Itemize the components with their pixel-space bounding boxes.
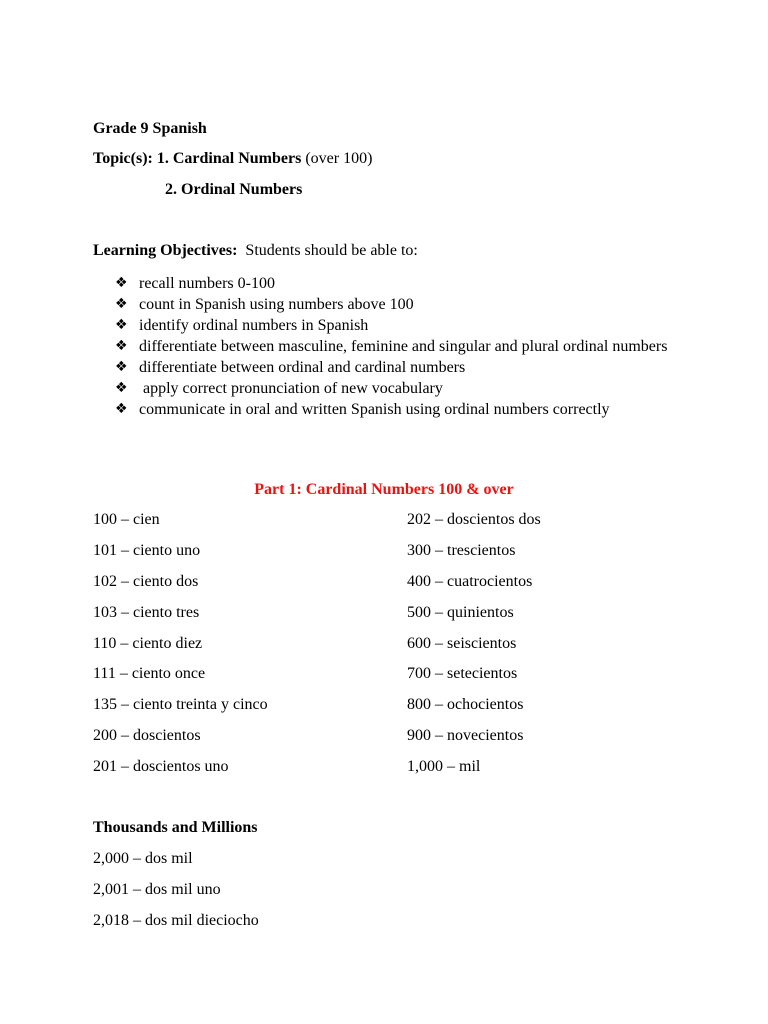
list-item: ❖ apply correct pronunciation of new vocabulary: [115, 380, 443, 397]
list-item: 400 – cuatrocientos: [407, 572, 533, 590]
topic-2: 2. Ordinal Numbers: [165, 181, 303, 198]
list-item: ❖ identify ordinal numbers in Spanish: [115, 317, 369, 334]
cardinal-list-left: [93, 510, 268, 788]
list-item: 300 – trescientos: [407, 541, 516, 559]
list-item: 202 – doscientos dos: [407, 511, 541, 528]
thousands-list: [93, 849, 259, 942]
list-item: 111 – ciento once: [93, 665, 206, 683]
list-item: 1,000 – mil: [407, 758, 481, 776]
part1-title: Part 1: Cardinal Numbers 100 & over: [254, 481, 514, 498]
list-item: 900 – novecientos: [407, 727, 524, 745]
bullet-diamond-icon: ❖: [115, 380, 128, 396]
objectives-line: [93, 241, 418, 261]
topic-1: 1. Cardinal Numbers: [156, 150, 302, 167]
objectives-list: [115, 273, 715, 420]
cardinal-list-right: [407, 510, 541, 788]
grade-heading: Grade 9 Spanish: [93, 120, 207, 137]
list-item: ❖ differentiate between masculine, feminine and singular and plural ordinal numbers: [115, 338, 668, 355]
list-item: ❖ differentiate between ordinal and cardinal numbers: [115, 359, 466, 376]
list-item: 700 – setecientos: [407, 665, 518, 683]
list-item: 200 – doscientos: [93, 727, 201, 745]
list-item: 110 – ciento diez: [93, 634, 203, 652]
list-item: 2,000 – dos mil: [93, 850, 193, 867]
objectives-intro: Students should be able to:: [245, 242, 418, 259]
list-item: 101 – ciento uno: [93, 541, 201, 559]
objectives-label: Learning Objectives:: [93, 242, 238, 259]
list-item: 800 – ochocientos: [407, 696, 524, 714]
topic-1-note: (over 100): [305, 150, 373, 167]
topics-line: [93, 149, 372, 169]
topics-label: Topic(s):: [93, 150, 153, 167]
bullet-diamond-icon: ❖: [115, 275, 128, 291]
list-item: 100 – cien: [93, 511, 160, 528]
bullet-diamond-icon: ❖: [115, 296, 128, 312]
list-item: 135 – ciento treinta y cinco: [93, 696, 268, 714]
list-item: 2,018 – dos mil dieciocho: [93, 911, 259, 929]
thousands-heading: Thousands and Millions: [93, 819, 258, 836]
list-item: 600 – seiscientos: [407, 634, 517, 652]
list-item: 500 – quinientos: [407, 603, 514, 621]
list-item: 2,001 – dos mil uno: [93, 880, 221, 898]
bullet-diamond-icon: ❖: [115, 338, 128, 354]
bullet-diamond-icon: ❖: [115, 317, 128, 333]
bullet-diamond-icon: ❖: [115, 359, 128, 375]
list-item: 102 – ciento dos: [93, 572, 199, 590]
bullet-diamond-icon: ❖: [115, 401, 128, 417]
list-item: 201 – doscientos uno: [93, 758, 229, 776]
list-item: ❖ count in Spanish using numbers above 100: [115, 296, 414, 313]
list-item: 103 – ciento tres: [93, 603, 200, 621]
list-item: ❖ communicate in oral and written Spanish using ordinal numbers correctly: [115, 401, 610, 418]
list-item: ❖ recall numbers 0-100: [115, 275, 275, 292]
